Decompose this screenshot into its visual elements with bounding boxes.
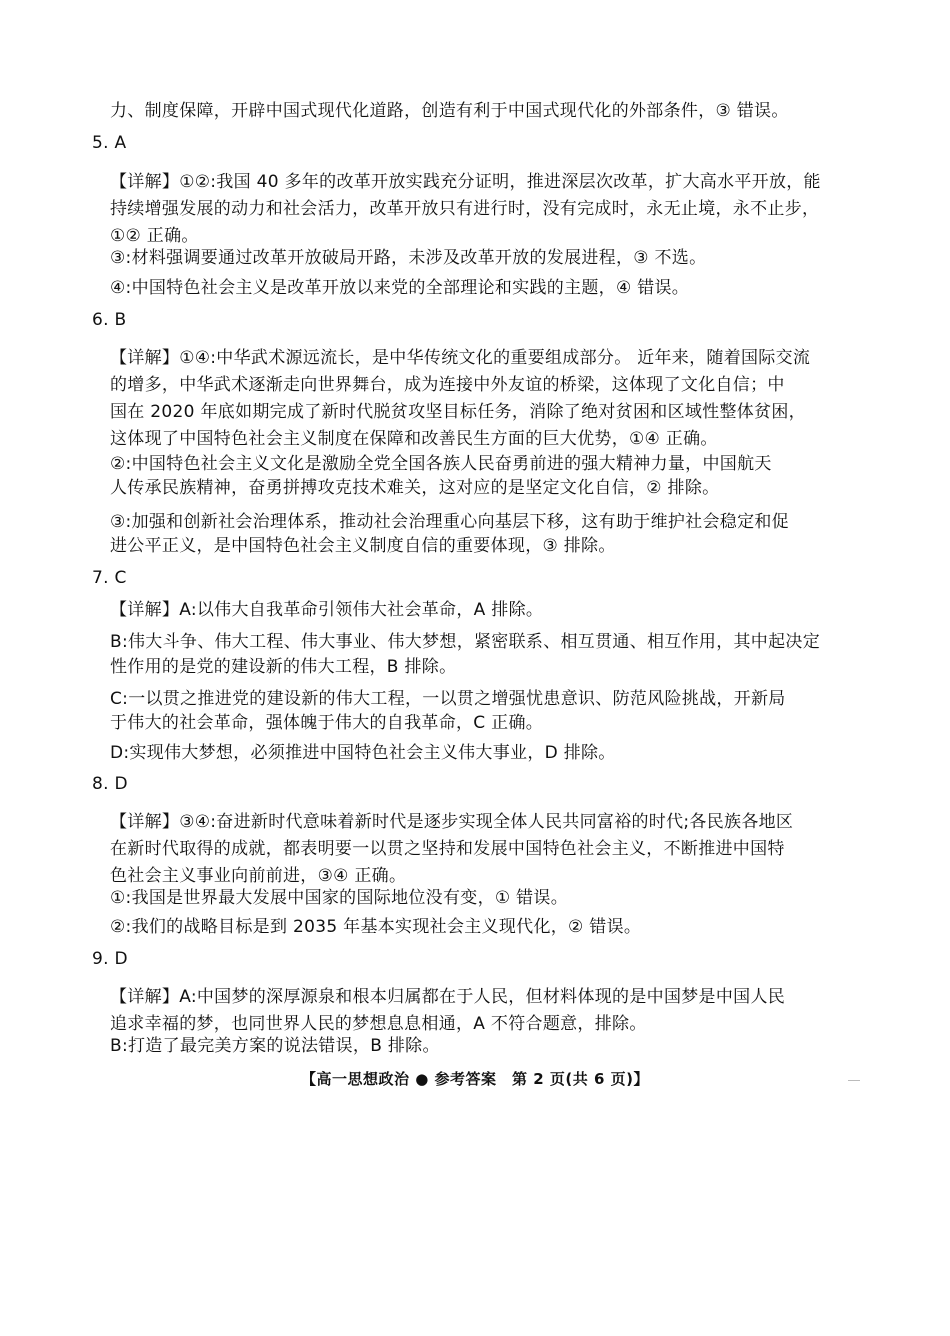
question-number: 6. B <box>92 310 127 330</box>
text-line: B:打造了最完美方案的说法错误，B 排除。 <box>110 1036 440 1056</box>
question-number: 7. C <box>92 568 127 588</box>
text-line: ④:中国特色社会主义是改革开放以来党的全部理论和实践的主题，④ 错误。 <box>110 278 690 298</box>
question-number: 8. D <box>92 774 128 794</box>
text-line: 人传承民族精神，奋勇拼搏攻克技术难关，这对应的是坚定文化自信，② 排除。 <box>110 478 720 498</box>
text-line: B:伟大斗争、伟大工程、伟大事业、伟大梦想，紧密联系、相互贯通、相互作用，其中起决定 <box>110 632 820 652</box>
text-line: 这体现了中国特色社会主义制度在保障和改善民生方面的巨大优势，①④ 正确。 <box>110 429 718 449</box>
text-line: 在新时代取得的成就，都表明要一以贯之坚持和发展中国特色社会主义，不断推进中国特 <box>110 839 785 859</box>
text-line: 进公平正义，是中国特色社会主义制度自信的重要体现，③ 排除。 <box>110 536 616 556</box>
text-line: ②:中国特色社会主义文化是激励全党全国各族人民奋勇前进的强大精神力量，中国航天 <box>110 454 772 474</box>
text-line: ②:我们的战略目标是到 2035 年基本实现社会主义现代化，② 错误。 <box>110 917 642 937</box>
text-line: 力、制度保障，开辟中国式现代化道路，创造有利于中国式现代化的外部条件，③ 错误。 <box>110 101 789 121</box>
scan-mark <box>848 1080 860 1081</box>
question-number: 5. A <box>92 133 127 153</box>
text-line: ③:材料强调要通过改革开放破局开路，未涉及改革开放的发展进程，③ 不选。 <box>110 248 707 268</box>
text-line: 性作用的是党的建设新的伟大工程，B 排除。 <box>110 657 457 677</box>
text-line: 【详解】①④:中华武术源远流长，是中华传统文化的重要组成部分。 近年来，随着国际交流 <box>110 348 811 368</box>
text-line: ①:我国是世界最大发展中国家的国际地位没有变，① 错误。 <box>110 888 569 908</box>
text-line: ①② 正确。 <box>110 226 199 246</box>
text-line: 色社会主义事业向前前进，③④ 正确。 <box>110 866 407 886</box>
text-line: 【详解】A:中国梦的深厚源泉和根本归属都在于人民，但材料体现的是中国梦是中国人民 <box>110 987 786 1007</box>
page-footer: 【高一思想政治 ● 参考答案 第 2 页(共 6 页)】 <box>300 1070 649 1088</box>
text-line: 于伟大的社会革命，强体魄于伟大的自我革命，C 正确。 <box>110 713 544 733</box>
text-line: 【详解】①②:我国 40 多年的改革开放实践充分证明，推进深层次改革，扩大高水平开放，能 <box>110 172 821 192</box>
text-line: D:实现伟大梦想，必须推进中国特色社会主义伟大事业，D 排除。 <box>110 743 616 763</box>
text-line: 持续增强发展的动力和社会活力，改革开放只有进行时，没有完成时，永无止境，永不止步， <box>110 199 820 219</box>
text-line: 【详解】③④:奋进新时代意味着新时代是逐步实现全体人民共同富裕的时代;各民族各地区 <box>110 812 794 832</box>
text-line: ③:加强和创新社会治理体系，推动社会治理重心向基层下移，这有助于维护社会稳定和促 <box>110 512 789 532</box>
question-number: 9. D <box>92 949 128 969</box>
text-line: 【详解】A:以伟大自我革命引领伟大社会革命，A 排除。 <box>110 600 544 620</box>
text-line: 国在 2020 年底如期完成了新时代脱贫攻坚目标任务，消除了绝对贫困和区域性整体贫困， <box>110 402 806 422</box>
text-line: 追求幸福的梦，也同世界人民的梦想息息相通，A 不符合题意，排除。 <box>110 1014 647 1034</box>
text-line: C:一以贯之推进党的建设新的伟大工程，一以贯之增强忧患意识、防范风险挑战，开新局 <box>110 689 786 709</box>
text-line: 的增多，中华武术逐渐走向世界舞台，成为连接中外友谊的桥梁，这体现了文化自信；中 <box>110 375 785 395</box>
